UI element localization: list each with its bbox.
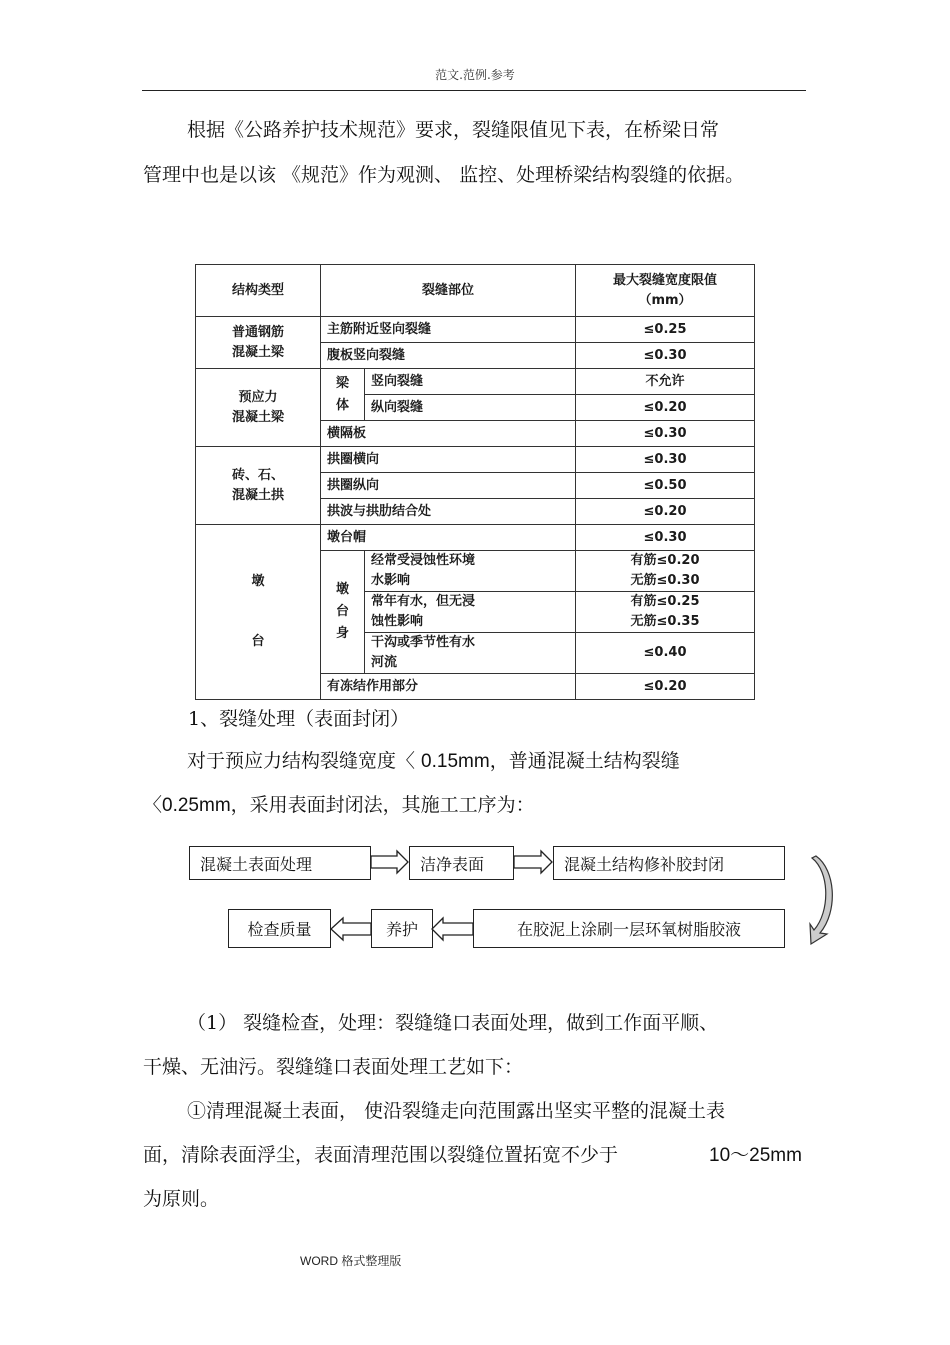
type-line: 墩 — [251, 574, 265, 589]
flow-step-quality-check: 检查质量 — [228, 909, 331, 948]
part-line: 经常受浸蚀性环境 — [371, 553, 476, 568]
intro-line-2: 管理中也是以该 《规范》作为观测、 监控、处理桥梁结构裂缝的依据。 — [143, 164, 745, 186]
header-structure-type: 结构类型 — [196, 265, 321, 317]
limit-cell: ≤0.40 — [576, 633, 755, 674]
sub-line: 身 — [335, 626, 349, 641]
para3-text: （1） 裂缝检查，处理：裂缝缝口表面处理，做到工作面平顺、 — [187, 1012, 719, 1034]
limit-cell: ≤0.30 — [576, 421, 755, 447]
flow-step-epoxy-coat: 在胶泥上涂刷一层环氧树脂胶液 — [473, 909, 785, 948]
limit-cell: ≤0.30 — [576, 525, 755, 551]
location-cell: 墩台帽 — [321, 525, 576, 551]
limit-cell: ≤0.50 — [576, 473, 755, 499]
type-line: 台 — [251, 634, 265, 649]
para2-value: 0.15mm — [421, 751, 490, 772]
sub-line: 体 — [335, 397, 349, 413]
left-arrow-icon — [432, 918, 473, 940]
para3-line-1 — [143, 1014, 813, 1033]
type-line: 混凝土拱 — [231, 487, 284, 503]
para4-line-3: 为原则。 — [143, 1188, 220, 1210]
limit-line: 无筋≤0.30 — [630, 573, 700, 588]
type-line: 混凝土梁 — [231, 344, 284, 360]
type-line: 砖、石、 — [231, 467, 284, 483]
part-line: 蚀性影响 — [371, 614, 424, 629]
page-header: 范文.范例.参考 — [435, 68, 515, 82]
part-line: 常年有水，但无浸 — [371, 594, 476, 609]
flow-step-seal-glue: 混凝土结构修补胶封闭 — [553, 846, 785, 880]
location-cell: 拱圈横向 — [321, 447, 576, 473]
type-line: 普通钢筋 — [231, 324, 284, 340]
part-line: 河流 — [371, 655, 398, 670]
location-cell: 纵向裂缝 — [365, 395, 576, 421]
para4-text: ①清理混凝土表面， 使沿裂缝走向范围露出坚实平整的混凝土表 — [187, 1100, 726, 1122]
flow-step-curing: 养护 — [371, 909, 433, 948]
para2-text: ，采用表面封闭法，其施工工序为： — [230, 794, 535, 816]
para3-line-2: 干燥、无油污。裂缝缝口表面处理工艺如下： — [143, 1056, 524, 1078]
limit-cell: ≤0.30 — [576, 447, 755, 473]
header-crack-location: 裂缝部位 — [321, 265, 576, 317]
page-footer: WORD 格式整理版 — [300, 1254, 402, 1268]
location-cell: 拱波与拱肋结合处 — [321, 499, 576, 525]
part-line: 水影响 — [371, 573, 411, 588]
location-cell: 拱圈纵向 — [321, 473, 576, 499]
location-cell: 竖向裂缝 — [365, 369, 576, 395]
sub-line: 台 — [335, 604, 349, 619]
section-heading: 1、裂缝处理（表面封闭） — [188, 708, 410, 730]
location-cell: 腹板竖向裂缝 — [321, 343, 576, 369]
para4-value: 10～25mm — [709, 1145, 802, 1166]
flow-step-surface-treatment: 混凝土表面处理 — [189, 846, 371, 880]
sub-line: 墩 — [335, 582, 349, 597]
para2-text: 〈 — [143, 794, 163, 816]
limit-line: 有筋≤0.25 — [630, 594, 700, 609]
sub-line: 梁 — [335, 375, 349, 391]
limit-cell: ≤0.25 — [576, 317, 755, 343]
right-arrow-icon — [371, 851, 408, 873]
limit-line: 有筋≤0.20 — [630, 553, 700, 568]
left-arrow-icon — [331, 918, 371, 940]
right-arrow-icon — [514, 851, 552, 873]
location-cell: 横隔板 — [321, 421, 576, 447]
header-max-width-label: 最大裂缝宽度限值 — [613, 272, 718, 288]
limit-cell: ≤0.20 — [576, 674, 755, 700]
para2-value: 0.25mm — [162, 795, 231, 816]
limit-cell: ≤0.20 — [576, 499, 755, 525]
part-line: 干沟或季节性有水 — [371, 635, 476, 650]
type-line: 混凝土梁 — [231, 409, 284, 425]
limit-line: 无筋≤0.35 — [630, 614, 700, 629]
intro-text-1: 根据《公路养护技术规范》要求，裂缝限值见下表，在桥梁日常 — [187, 119, 720, 141]
type-line: 预应力 — [238, 389, 278, 405]
limit-cell: ≤0.20 — [576, 395, 755, 421]
curved-down-arrow-icon — [810, 856, 832, 944]
para2-text: 对于预应力结构裂缝宽度〈 — [187, 750, 422, 772]
para4-line-1 — [143, 1102, 813, 1121]
location-cell: 有冻结作用部分 — [321, 674, 576, 700]
flow-step-clean-surface: 洁净表面 — [409, 846, 514, 880]
location-cell: 主筋附近竖向裂缝 — [321, 317, 576, 343]
limit-cell: ≤0.30 — [576, 343, 755, 369]
header-unit: （mm） — [638, 292, 692, 308]
para4-text: 面，清除表面浮尘，表面清理范围以裂缝位置拓宽不少于 — [143, 1144, 619, 1166]
limit-cell: 不允许 — [576, 369, 755, 395]
para2-text: ，普通混凝土结构裂缝 — [489, 750, 680, 772]
